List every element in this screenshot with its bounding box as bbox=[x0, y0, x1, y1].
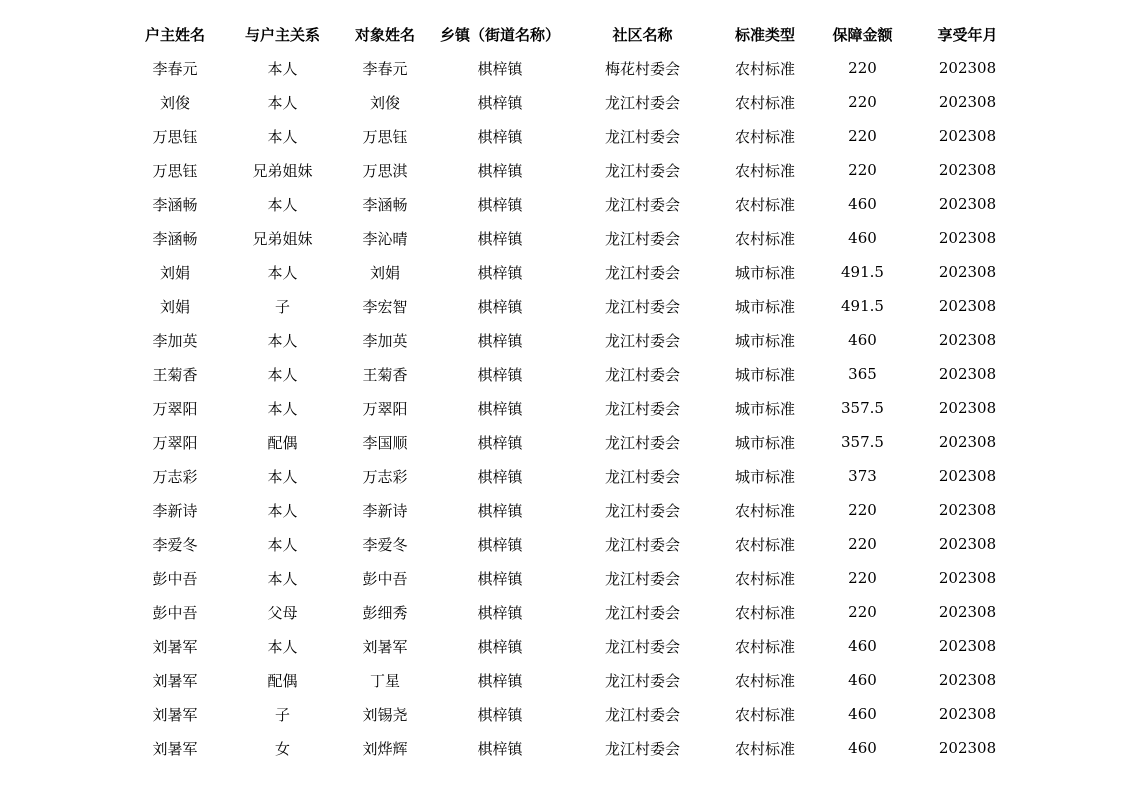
cell-householder-name: 刘俊 bbox=[159, 93, 190, 112]
cell-township: 棋梓镇 bbox=[477, 501, 523, 520]
cell-relation: 女 bbox=[274, 739, 290, 758]
cell-relation: 配偶 bbox=[267, 671, 298, 690]
cell-month: 202308 bbox=[938, 331, 997, 349]
records-table bbox=[120, 17, 1020, 765]
cell-township: 棋梓镇 bbox=[477, 93, 523, 112]
cell-amount: 460 bbox=[848, 705, 877, 723]
cell-relation: 本人 bbox=[267, 637, 298, 656]
cell-month: 202308 bbox=[938, 263, 997, 281]
cell-month: 202308 bbox=[938, 433, 997, 451]
cell-township: 棋梓镇 bbox=[477, 161, 523, 180]
cell-township: 棋梓镇 bbox=[477, 535, 523, 554]
cell-amount: 460 bbox=[848, 739, 877, 757]
cell-community: 龙江村委会 bbox=[604, 229, 680, 248]
cell-recipient-name: 彭细秀 bbox=[362, 603, 408, 622]
cell-month: 202308 bbox=[938, 297, 997, 315]
cell-amount: 220 bbox=[848, 161, 877, 179]
table-row bbox=[120, 153, 1020, 187]
table-row bbox=[120, 561, 1020, 595]
cell-month: 202308 bbox=[938, 535, 997, 553]
cell-standard-type: 农村标准 bbox=[734, 739, 795, 758]
cell-community: 龙江村委会 bbox=[604, 467, 680, 486]
cell-community: 龙江村委会 bbox=[604, 739, 680, 758]
table-row bbox=[120, 289, 1020, 323]
table-row bbox=[120, 221, 1020, 255]
cell-month: 202308 bbox=[938, 569, 997, 587]
cell-standard-type: 城市标准 bbox=[734, 467, 795, 486]
table-row bbox=[120, 323, 1020, 357]
cell-recipient-name: 刘烨辉 bbox=[362, 739, 408, 758]
table-row bbox=[120, 663, 1020, 697]
table-row bbox=[120, 493, 1020, 527]
cell-month: 202308 bbox=[938, 365, 997, 383]
cell-recipient-name: 刘俊 bbox=[369, 93, 400, 112]
cell-standard-type: 城市标准 bbox=[734, 297, 795, 316]
cell-community: 龙江村委会 bbox=[604, 569, 680, 588]
cell-householder-name: 万思钰 bbox=[152, 161, 198, 180]
cell-amount: 373 bbox=[848, 467, 877, 485]
cell-township: 棋梓镇 bbox=[477, 705, 523, 724]
cell-amount: 220 bbox=[848, 127, 877, 145]
table-row bbox=[120, 119, 1020, 153]
cell-recipient-name: 刘娟 bbox=[369, 263, 400, 282]
cell-month: 202308 bbox=[938, 603, 997, 621]
header-householder-name: 户主姓名 bbox=[144, 25, 205, 44]
cell-month: 202308 bbox=[938, 127, 997, 145]
cell-standard-type: 农村标准 bbox=[734, 59, 795, 78]
cell-amount: 357.5 bbox=[841, 399, 884, 417]
cell-community: 龙江村委会 bbox=[604, 399, 680, 418]
cell-householder-name: 万翠阳 bbox=[152, 399, 198, 418]
cell-month: 202308 bbox=[938, 59, 997, 77]
cell-recipient-name: 李春元 bbox=[362, 59, 408, 78]
cell-recipient-name: 丁星 bbox=[369, 671, 400, 690]
header-month: 享受年月 bbox=[937, 25, 998, 44]
cell-amount: 460 bbox=[848, 195, 877, 213]
cell-householder-name: 李涵畅 bbox=[152, 229, 198, 248]
cell-standard-type: 农村标准 bbox=[734, 569, 795, 588]
header-standard-type: 标准类型 bbox=[734, 25, 795, 44]
cell-township: 棋梓镇 bbox=[477, 263, 523, 282]
cell-amount: 460 bbox=[848, 671, 877, 689]
cell-recipient-name: 李沁晴 bbox=[362, 229, 408, 248]
cell-relation: 本人 bbox=[267, 501, 298, 520]
cell-relation: 兄弟姐妹 bbox=[252, 161, 313, 180]
cell-community: 龙江村委会 bbox=[604, 433, 680, 452]
cell-householder-name: 刘暑军 bbox=[152, 705, 198, 724]
table-row bbox=[120, 51, 1020, 85]
cell-amount: 220 bbox=[848, 603, 877, 621]
cell-recipient-name: 彭中吾 bbox=[362, 569, 408, 588]
cell-community: 龙江村委会 bbox=[604, 93, 680, 112]
table-row bbox=[120, 697, 1020, 731]
table-row bbox=[120, 527, 1020, 561]
cell-recipient-name: 李爱冬 bbox=[362, 535, 408, 554]
cell-township: 棋梓镇 bbox=[477, 671, 523, 690]
cell-relation: 本人 bbox=[267, 331, 298, 350]
cell-month: 202308 bbox=[938, 93, 997, 111]
cell-relation: 父母 bbox=[267, 603, 298, 622]
cell-standard-type: 农村标准 bbox=[734, 705, 795, 724]
cell-amount: 460 bbox=[848, 331, 877, 349]
table-row bbox=[120, 391, 1020, 425]
cell-township: 棋梓镇 bbox=[477, 467, 523, 486]
cell-amount: 365 bbox=[848, 365, 877, 383]
cell-township: 棋梓镇 bbox=[477, 637, 523, 656]
cell-month: 202308 bbox=[938, 399, 997, 417]
cell-community: 龙江村委会 bbox=[604, 127, 680, 146]
cell-amount: 220 bbox=[848, 569, 877, 587]
cell-amount: 220 bbox=[848, 93, 877, 111]
cell-relation: 本人 bbox=[267, 535, 298, 554]
cell-relation: 本人 bbox=[267, 263, 298, 282]
cell-community: 龙江村委会 bbox=[604, 161, 680, 180]
cell-householder-name: 刘娟 bbox=[159, 297, 190, 316]
cell-month: 202308 bbox=[938, 739, 997, 757]
cell-standard-type: 农村标准 bbox=[734, 127, 795, 146]
table-row bbox=[120, 187, 1020, 221]
cell-community: 龙江村委会 bbox=[604, 637, 680, 656]
cell-standard-type: 农村标准 bbox=[734, 195, 795, 214]
cell-recipient-name: 王菊香 bbox=[362, 365, 408, 384]
table-row bbox=[120, 255, 1020, 289]
cell-standard-type: 城市标准 bbox=[734, 331, 795, 350]
cell-township: 棋梓镇 bbox=[477, 331, 523, 350]
cell-month: 202308 bbox=[938, 637, 997, 655]
cell-recipient-name: 刘暑军 bbox=[362, 637, 408, 656]
cell-relation: 本人 bbox=[267, 93, 298, 112]
cell-township: 棋梓镇 bbox=[477, 433, 523, 452]
cell-amount: 357.5 bbox=[841, 433, 884, 451]
cell-standard-type: 城市标准 bbox=[734, 399, 795, 418]
header-row bbox=[120, 17, 1020, 51]
cell-township: 棋梓镇 bbox=[477, 127, 523, 146]
cell-standard-type: 农村标准 bbox=[734, 535, 795, 554]
cell-householder-name: 刘暑军 bbox=[152, 671, 198, 690]
cell-householder-name: 万思钰 bbox=[152, 127, 198, 146]
cell-amount: 220 bbox=[848, 535, 877, 553]
cell-community: 龙江村委会 bbox=[604, 535, 680, 554]
cell-township: 棋梓镇 bbox=[477, 195, 523, 214]
cell-recipient-name: 万翠阳 bbox=[362, 399, 408, 418]
table-header bbox=[120, 17, 1020, 51]
cell-amount: 220 bbox=[848, 501, 877, 519]
cell-recipient-name: 李宏智 bbox=[362, 297, 408, 316]
cell-recipient-name: 李涵畅 bbox=[362, 195, 408, 214]
cell-standard-type: 农村标准 bbox=[734, 229, 795, 248]
cell-recipient-name: 李新诗 bbox=[362, 501, 408, 520]
cell-month: 202308 bbox=[938, 705, 997, 723]
cell-community: 龙江村委会 bbox=[604, 195, 680, 214]
cell-community: 龙江村委会 bbox=[604, 263, 680, 282]
cell-township: 棋梓镇 bbox=[477, 569, 523, 588]
table-row bbox=[120, 357, 1020, 391]
cell-recipient-name: 万思钰 bbox=[362, 127, 408, 146]
cell-householder-name: 万翠阳 bbox=[152, 433, 198, 452]
cell-householder-name: 刘暑军 bbox=[152, 739, 198, 758]
table-body bbox=[120, 51, 1020, 765]
cell-standard-type: 农村标准 bbox=[734, 603, 795, 622]
cell-recipient-name: 李国顺 bbox=[362, 433, 408, 452]
header-community: 社区名称 bbox=[612, 25, 673, 44]
cell-recipient-name: 万志彩 bbox=[362, 467, 408, 486]
cell-householder-name: 李春元 bbox=[152, 59, 198, 78]
cell-standard-type: 农村标准 bbox=[734, 637, 795, 656]
cell-relation: 本人 bbox=[267, 59, 298, 78]
table-row bbox=[120, 629, 1020, 663]
cell-month: 202308 bbox=[938, 161, 997, 179]
cell-relation: 本人 bbox=[267, 399, 298, 418]
cell-amount: 460 bbox=[848, 637, 877, 655]
cell-householder-name: 李新诗 bbox=[152, 501, 198, 520]
cell-month: 202308 bbox=[938, 229, 997, 247]
cell-relation: 本人 bbox=[267, 467, 298, 486]
cell-standard-type: 农村标准 bbox=[734, 501, 795, 520]
cell-community: 龙江村委会 bbox=[604, 501, 680, 520]
cell-householder-name: 彭中吾 bbox=[152, 569, 198, 588]
cell-householder-name: 李涵畅 bbox=[152, 195, 198, 214]
cell-relation: 本人 bbox=[267, 195, 298, 214]
table-row bbox=[120, 459, 1020, 493]
cell-month: 202308 bbox=[938, 671, 997, 689]
cell-amount: 460 bbox=[848, 229, 877, 247]
cell-community: 龙江村委会 bbox=[604, 671, 680, 690]
cell-community: 龙江村委会 bbox=[604, 297, 680, 316]
cell-amount: 220 bbox=[848, 59, 877, 77]
cell-relation: 本人 bbox=[267, 569, 298, 588]
cell-month: 202308 bbox=[938, 467, 997, 485]
cell-community: 龙江村委会 bbox=[604, 603, 680, 622]
table-row bbox=[120, 731, 1020, 765]
cell-recipient-name: 李加英 bbox=[362, 331, 408, 350]
cell-relation: 本人 bbox=[267, 365, 298, 384]
cell-community: 龙江村委会 bbox=[604, 331, 680, 350]
cell-standard-type: 农村标准 bbox=[734, 93, 795, 112]
header-township: 乡镇（街道名称） bbox=[439, 25, 560, 44]
cell-householder-name: 万志彩 bbox=[152, 467, 198, 486]
cell-township: 棋梓镇 bbox=[477, 297, 523, 316]
cell-householder-name: 王菊香 bbox=[152, 365, 198, 384]
table-row bbox=[120, 595, 1020, 629]
cell-township: 棋梓镇 bbox=[477, 603, 523, 622]
cell-standard-type: 城市标准 bbox=[734, 433, 795, 452]
table-row bbox=[120, 85, 1020, 119]
cell-standard-type: 农村标准 bbox=[734, 671, 795, 690]
cell-amount: 491.5 bbox=[841, 297, 884, 315]
cell-householder-name: 刘暑军 bbox=[152, 637, 198, 656]
cell-community: 龙江村委会 bbox=[604, 705, 680, 724]
cell-relation: 子 bbox=[274, 297, 290, 316]
header-amount: 保障金额 bbox=[832, 25, 893, 44]
cell-relation: 兄弟姐妹 bbox=[252, 229, 313, 248]
header-relation: 与户主关系 bbox=[244, 25, 320, 44]
cell-householder-name: 李爱冬 bbox=[152, 535, 198, 554]
cell-township: 棋梓镇 bbox=[477, 229, 523, 248]
cell-relation: 子 bbox=[274, 705, 290, 724]
cell-township: 棋梓镇 bbox=[477, 739, 523, 758]
cell-community: 龙江村委会 bbox=[604, 365, 680, 384]
cell-amount: 491.5 bbox=[841, 263, 884, 281]
cell-township: 棋梓镇 bbox=[477, 399, 523, 418]
cell-township: 棋梓镇 bbox=[477, 59, 523, 78]
cell-householder-name: 李加英 bbox=[152, 331, 198, 350]
cell-standard-type: 农村标准 bbox=[734, 161, 795, 180]
cell-relation: 配偶 bbox=[267, 433, 298, 452]
cell-month: 202308 bbox=[938, 501, 997, 519]
cell-standard-type: 城市标准 bbox=[734, 365, 795, 384]
table-row bbox=[120, 425, 1020, 459]
cell-householder-name: 刘娟 bbox=[159, 263, 190, 282]
cell-recipient-name: 刘锡尧 bbox=[362, 705, 408, 724]
header-recipient-name: 对象姓名 bbox=[354, 25, 415, 44]
cell-recipient-name: 万思淇 bbox=[362, 161, 408, 180]
cell-relation: 本人 bbox=[267, 127, 298, 146]
cell-householder-name: 彭中吾 bbox=[152, 603, 198, 622]
cell-township: 棋梓镇 bbox=[477, 365, 523, 384]
cell-standard-type: 城市标准 bbox=[734, 263, 795, 282]
cell-community: 梅花村委会 bbox=[604, 59, 680, 78]
cell-month: 202308 bbox=[938, 195, 997, 213]
